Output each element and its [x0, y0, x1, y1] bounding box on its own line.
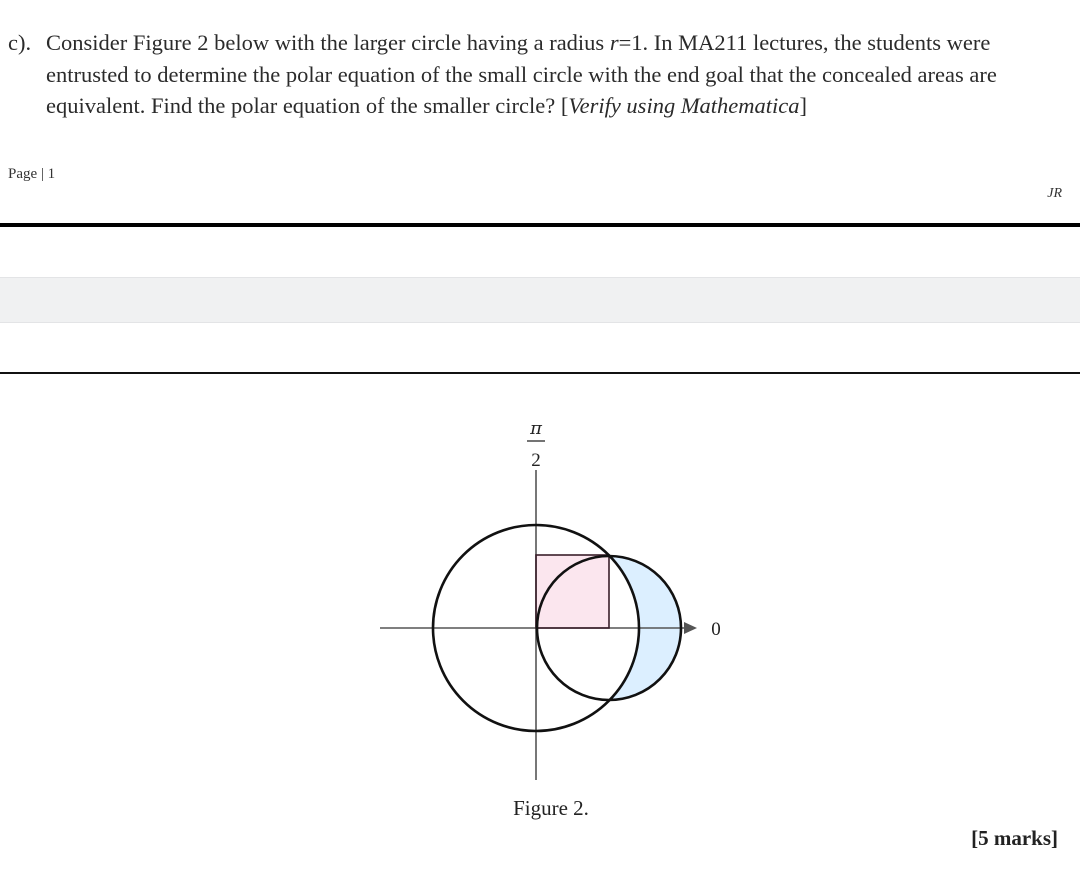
figure-caption — [0, 796, 1080, 821]
question-block — [8, 27, 1070, 122]
verify-open-bracket: [ — [560, 93, 569, 118]
author-initials: JR — [1047, 186, 1062, 201]
math-variable-r: r — [609, 30, 619, 55]
verify-close-bracket: ] — [799, 93, 808, 118]
question-text-part-1: Consider Figure 2 below with the larger circle having a radius — [46, 30, 610, 55]
pi-label: π — [530, 418, 542, 439]
question-label: c). — [8, 30, 32, 55]
page-bottom-rule — [0, 223, 1080, 227]
zero-label: 0 — [711, 619, 721, 640]
figure-caption-text: Figure 2. — [513, 796, 589, 820]
polar-figure — [375, 410, 735, 795]
page-top-rule — [0, 372, 1080, 374]
marks-label: [5 marks] — [971, 826, 1058, 850]
question-text — [46, 27, 1070, 122]
math-equals-one: =1 — [618, 30, 643, 55]
verify-note: Verify using Mathematica — [568, 93, 800, 118]
page-number: Page | 1 — [8, 166, 56, 182]
axis-arrow-icon — [684, 622, 697, 634]
question-text-part-2: . In MA211 lectures, the students were entrusted to determine the polar equation of the small circle with the end goal that the concealed areas are equivalent. Find the polar equation of the smaller circle? — [46, 30, 997, 118]
two-label: 2 — [531, 450, 541, 471]
page-gap — [0, 277, 1080, 323]
